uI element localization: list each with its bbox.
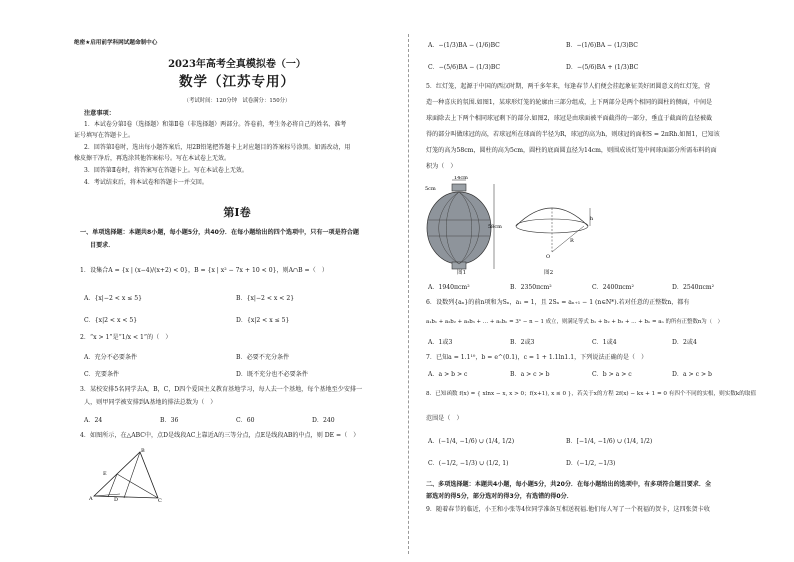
q8-option-d: D．(−1/2, −1/3) [566,460,616,467]
figure1-caption: 图1 [457,270,467,276]
part1-instructions [80,228,396,237]
q6-line1: 6．设数列{aₙ}的前n项和为Sₙ，a₁ = 1，且 2Sₙ = aₙ₊₁ − 1 (n∈N*).若对任意的正整数n，都有 [426,299,690,306]
q5-line4: 得的部分叫做球冠的高，若球冠所在球面的半径为R，球冠的高为h，则球冠的面积S = 2πRh.如图1，已知该 [426,131,720,138]
q7-option-d: D．a > c > b [672,371,712,378]
q5-option-c: C．2400πcm² [592,284,634,291]
q5-line1: 5．红灯笼，起源于中国的西汉时期，两千多年来，每逢春节人们便会挂起象征美好团圆意义的红灯笼，营 [426,83,711,90]
q5-option-d: D．2540πcm² [672,284,715,291]
q2-option-c: C．充要条件 [84,371,120,378]
q6-option-b: B．2或3 [510,339,535,346]
q2-option-d: D．既不充分也不必要条件 [236,371,308,378]
q6-option-a: A．1或3 [428,339,453,346]
part2-instructions [426,480,762,489]
q2-stem: 2．“x > 1”是“1/x < 1”的（ ） [80,334,172,341]
notice-item: 2．回答第Ⅰ卷时，选出每小题答案后，用2B铅笔把答题卡上对应题目的答案标号涂黑。如需改动，用 [84,144,351,151]
notice-item: 橡皮擦干净后，再选涂其他答案标号。写在本试卷上无效。 [74,155,231,162]
fig-label-a: A [89,496,93,502]
q1-option-a: A．{x|−2 < x ≤ 5} [84,295,142,302]
q3-option-a: A．24 [84,417,103,424]
exam-info: （考试时间：120分钟 试卷满分：150分） [183,98,291,104]
q2-option-b: B．必要不充分条件 [236,354,290,361]
part1-text2: 目要求． [90,242,115,249]
q6-option-d: D．2或4 [672,339,697,346]
q5-line3: 球面除去上下两个相同球冠剩下的部分.如图2，球冠是由球面被平面截得的一部分，垂直于截面的直径被截 [426,115,713,122]
section-title: 第Ⅰ卷 [223,206,251,219]
q1-stem: 1．设集合A = {x | (x−4)/(x+2) < 0}，B = {x | x² − 7x + 10 < 0}，则A∩B =（ ） [80,267,328,274]
part2-lead: 二、多项选择题： [426,481,475,488]
dim-width-label: 14cm [454,176,468,181]
q8-option-a: A．(−1/4, −1/6) ∪ (1/4, 1/2) [428,438,515,445]
q3-option-c: C．60 [236,417,255,424]
q8-line2: 范围是（ ） [426,415,463,422]
q8-option-b: B．[−1/4, −1/6) ∪ (1/4, 1/2) [566,438,653,445]
figure2-caption: 图2 [544,270,554,276]
q6-option-c: C．1或4 [592,339,617,346]
notice-item: 1．本试卷分第Ⅰ卷（选择题）和第Ⅱ卷（非选择题）两部分。答卷前，考生务必将自己的姓名、准考 [84,121,347,128]
exam-subject: 数学（江苏专用） [179,74,295,90]
q5-line5: 灯笼的高为58cm，圆柱的高为5cm，圆柱的底面圆直径为14cm，则围成该灯笼中间球面部分所需布料的面 [426,147,717,154]
q1-option-b: B．{x|−2 < x < 2} [236,295,295,302]
q3-stem2: 人，则甲同学被安排到A基地的排法总数为（ ） [84,399,217,406]
q7-option-b: B．a > c > b [510,371,550,378]
part2-text: 本题共4小题，每小题5分，共20分．在每小题给出的选项中，有多项符合题目要求．全 [474,481,712,488]
lantern-figure [424,176,506,280]
q3-stem: 3．某校安排5名同学去A，B，C，D四个爱国主义教育基地学习，每人去一个基地，每个基地至少安排一 [80,386,363,393]
q8-option-c: C．(−1/2, −1/3) ∪ (1/2, 1) [428,460,509,467]
notice-item: 4．考试结束后，将本试卷和答题卡一并交回。 [84,179,208,186]
q4-option-c: C．−(5/6)BA − (1/3)BC [428,64,501,71]
secret-label: 绝密★启用前学科网试题命制中心 [74,40,158,46]
exam-title: 2023年高考全真模拟卷（一） [168,59,306,70]
triangle-figure [88,446,168,506]
cap-height-label: h [590,216,594,222]
column-divider [408,34,409,554]
part1-lead: 一、单项选择题： [80,229,129,236]
notice-title: 注意事项： [84,110,115,117]
q5-option-a: A．1940πcm² [428,284,470,291]
q4-option-b: B．−(1/6)BA − (1/3)BC [566,42,638,49]
q4-option-a: A．−(1/3)BA − (1/6)BC [428,42,500,49]
part1-text: 本题共8小题，每小题5分，共40分．在每小题给出的四个选项中，只有一项是符合题 [128,229,359,236]
q5-option-b: B．2350πcm² [510,284,552,291]
cap-center-label: O [546,254,551,260]
notice-item: 证号填写在答题卡上。 [74,132,135,139]
q3-option-b: B．36 [160,417,179,424]
q1-option-d: D．{x|2 < x ≤ 5} [236,317,290,324]
q4-option-d: D．−(5/6)BA + (1/3)BC [566,64,639,71]
q5-line2: 造一种喜庆的氛围.如图1，某球形灯笼的轮廓由三部分组成，上下两部分是两个相同的圆柱的侧面，中间是 [426,99,713,106]
q9-stem: 9．随着春节的临近，小王和小张等4位同学准备互相送祝福.他们每人写了一个祝福的贺卡，这四张贺卡收 [426,506,710,513]
spherical-cap-figure [512,196,596,264]
q7-stem: 7．已知a = 1.1¹⁰，b = e^(0.1)，c = 1 + 1.1ln1.1，下列说法正确的是（ ） [426,354,648,361]
fig-label-b: B [141,448,145,454]
q4-stem: 4．如图所示，在△ABC中，点D是线段AC上靠近A的三等分点，点E是线段AB的中点，则 DE =（ ） [80,432,360,439]
q7-option-c: C．b > a > c [592,371,632,378]
dim-height-label: 58cm [488,224,502,230]
cap-radius-label: R [570,238,574,244]
q7-option-a: A．a > b > c [428,371,468,378]
q3-option-d: D．240 [312,417,335,424]
dim-cyl-label: 5cm [425,186,436,192]
fig-label-d: D [114,497,119,502]
q5-line6: 积为（ ） [426,163,457,170]
q6-line2: a₁b₁ + a₂b₂ + a₃b₃ + … + aₙbₙ = 3ⁿ − n − 1 成立，则满足等式 b₁ + b₂ + b₃ + … + bₙ = aₙ 的所有正整数n为（ ） [426,319,723,325]
fig-label-e: E [103,471,107,477]
q8-line1: 8．已知函数 f(x) = { xlnx − x, x > 0；f(x+1), x ≤ 0 }，若关于x的方程 2f(x) − kx + 1 = 0 有四个不同的实根，则实数k的取值 [426,391,757,397]
q2-option-a: A．充分不必要条件 [84,354,138,361]
notice-item: 3．回答第Ⅱ卷时，将答案写在答题卡上。写在本试卷上无效。 [84,167,248,174]
q1-option-c: C．{x|2 < x < 5} [84,317,138,324]
part2-text2: 部选对的得5分，部分选对的得3分，有选错的得0分． [426,493,573,500]
fig-label-c: C [158,498,162,502]
